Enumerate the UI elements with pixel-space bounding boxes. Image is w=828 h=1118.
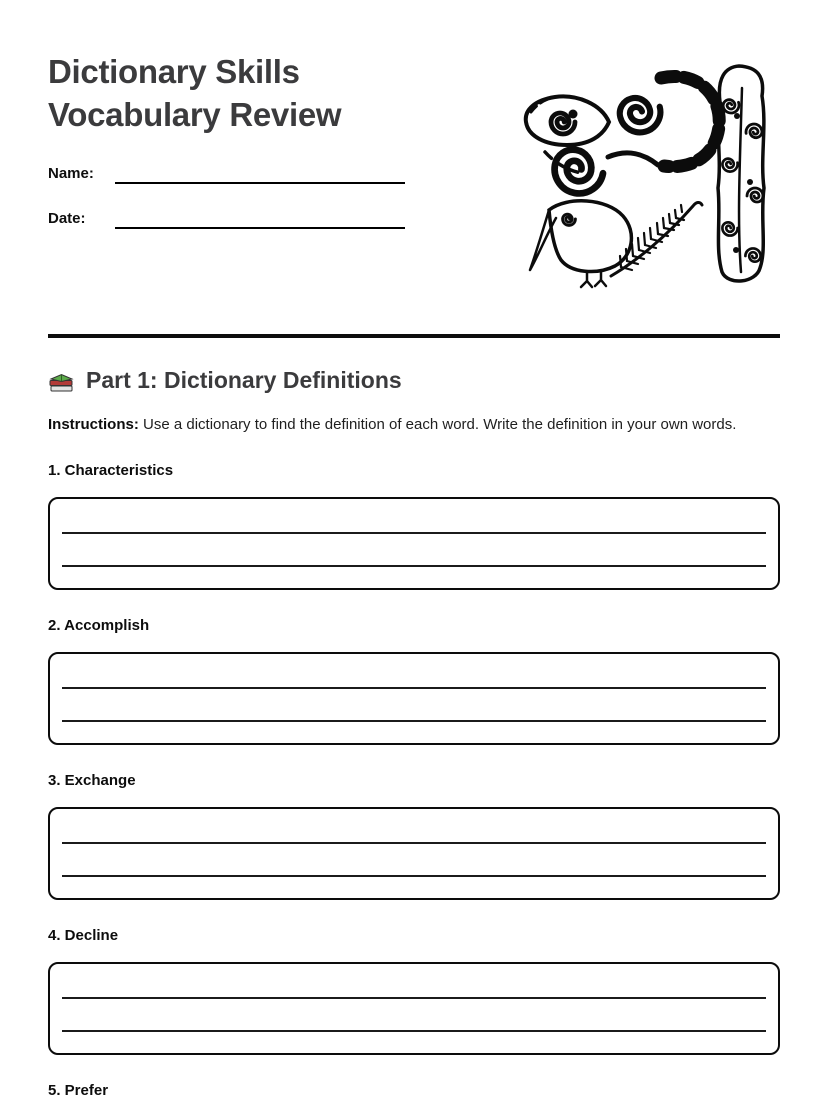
definition-item-1 — [48, 461, 780, 590]
writing-line — [62, 532, 766, 534]
page-title-line2: Vocabulary Review — [48, 96, 342, 133]
word-label: 4. Decline — [48, 927, 119, 944]
name-write-line — [115, 166, 405, 184]
writing-line — [62, 842, 766, 844]
writing-line — [62, 565, 766, 567]
section-divider — [48, 334, 780, 338]
definition-item-5 — [48, 1081, 780, 1100]
answer-box — [48, 962, 780, 1055]
answer-box — [48, 652, 780, 745]
date-label: Date: — [48, 210, 86, 227]
answer-box — [48, 497, 780, 590]
word-label: 5. Prefer — [48, 1082, 109, 1099]
maori-koru-kiwi-fern-illustration — [515, 60, 771, 292]
writing-line — [62, 875, 766, 877]
writing-line — [62, 997, 766, 999]
word-label: 2. Accomplish — [48, 617, 150, 634]
date-write-line — [115, 211, 405, 229]
page-title-line1: Dictionary Skills — [48, 53, 300, 90]
answer-box — [48, 807, 780, 900]
part1-heading-text: Part 1: Dictionary Definitions — [86, 367, 402, 393]
word-label: 1. Characteristics — [48, 462, 174, 479]
writing-line — [62, 1030, 766, 1032]
name-label: Name: — [48, 165, 94, 182]
definition-item-2 — [48, 616, 780, 745]
instructions-label: Instructions: — [48, 416, 139, 433]
definition-item-3 — [48, 771, 780, 900]
word-label: 3. Exchange — [48, 772, 136, 789]
part1-heading — [48, 367, 780, 394]
books-icon — [48, 368, 75, 393]
writing-line — [62, 687, 766, 689]
instructions — [48, 415, 780, 435]
definition-item-4 — [48, 926, 780, 1055]
writing-line — [62, 720, 766, 722]
instructions-text: Use a dictionary to find the definition of each word. Write the definition in your own words. — [138, 416, 737, 433]
